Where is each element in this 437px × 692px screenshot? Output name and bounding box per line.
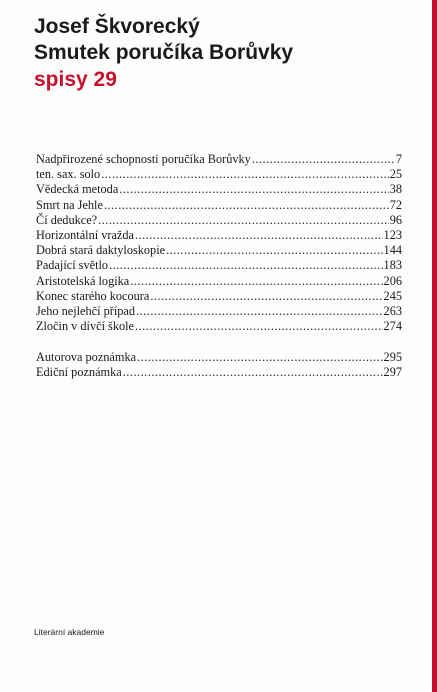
book-header bbox=[34, 14, 293, 93]
toc-dot-leader bbox=[252, 152, 395, 167]
toc-dot-leader bbox=[135, 319, 383, 334]
toc-dot-leader bbox=[104, 198, 389, 213]
toc-appendix bbox=[36, 350, 402, 380]
toc-entry-page: 72 bbox=[389, 197, 402, 212]
toc-entry-title: Aristotelská logika bbox=[36, 273, 130, 288]
toc-chapters bbox=[36, 152, 402, 334]
toc-entry-title: Smrt na Jehle bbox=[36, 197, 103, 212]
toc-entry-title: Jeho nejlehčí případ bbox=[36, 303, 136, 318]
toc-dot-leader bbox=[119, 182, 388, 197]
toc-entry bbox=[36, 213, 402, 228]
toc-entry bbox=[36, 258, 402, 273]
toc-entry-page: 25 bbox=[389, 167, 402, 182]
toc-dot-leader bbox=[137, 350, 382, 365]
toc-entry-page: 245 bbox=[383, 288, 402, 303]
toc-dot-leader bbox=[130, 274, 382, 289]
toc-entry bbox=[36, 365, 402, 380]
toc-entry bbox=[36, 182, 402, 197]
toc-entry-page: 297 bbox=[383, 365, 402, 380]
table-of-contents bbox=[36, 152, 402, 381]
toc-dot-leader bbox=[123, 365, 383, 380]
toc-entry-page: 123 bbox=[383, 227, 402, 242]
toc-entry-page: 295 bbox=[383, 350, 402, 365]
toc-entry bbox=[36, 350, 402, 365]
toc-entry-page: 274 bbox=[383, 319, 402, 334]
toc-entry-title: Horizontální vražda bbox=[36, 227, 134, 242]
toc-entry-title: Konec starého kocoura bbox=[36, 288, 150, 303]
toc-dot-leader bbox=[98, 213, 389, 228]
toc-dot-leader bbox=[166, 243, 382, 258]
toc-entry-page: 263 bbox=[383, 303, 402, 318]
toc-entry-page: 144 bbox=[383, 243, 402, 258]
red-page-edge bbox=[432, 0, 437, 692]
toc-entry-page: 38 bbox=[389, 182, 402, 197]
toc-entry bbox=[36, 228, 402, 243]
toc-dot-leader bbox=[136, 304, 383, 319]
toc-entry-page: 7 bbox=[395, 152, 402, 166]
toc-entry-title: Zločin v dívčí škole bbox=[36, 319, 135, 334]
author-name: Josef Škvorecký bbox=[34, 15, 200, 38]
toc-dot-leader bbox=[135, 228, 383, 243]
series-label: spisy 29 bbox=[34, 68, 117, 91]
toc-dot-leader bbox=[101, 167, 388, 182]
toc-entry bbox=[36, 289, 402, 304]
toc-entry bbox=[36, 152, 402, 167]
book-title: Smutek poručíka Borůvky bbox=[34, 41, 294, 64]
toc-entry bbox=[36, 304, 402, 319]
toc-entry-title: Padající světlo bbox=[36, 258, 109, 273]
toc-entry-title: ten. sax. solo bbox=[36, 167, 101, 182]
toc-entry-title: Čí dedukce? bbox=[36, 212, 98, 227]
toc-entry-title: Autorova poznámka bbox=[36, 350, 137, 365]
toc-entry-page: 206 bbox=[383, 273, 402, 288]
toc-entry bbox=[36, 319, 402, 334]
toc-entry-title: Ediční poznámka bbox=[36, 365, 122, 380]
toc-entry-title: Nadpřirozené schopnosti poručíka Borůvky bbox=[36, 152, 251, 166]
toc-dot-leader bbox=[150, 289, 382, 304]
toc-entry-page: 96 bbox=[389, 212, 402, 227]
toc-entry-title: Dobrá stará daktyloskopie bbox=[36, 243, 166, 258]
toc-entry bbox=[36, 274, 402, 289]
toc-entry-title: Vědecká metoda bbox=[36, 182, 119, 197]
toc-entry bbox=[36, 243, 402, 258]
toc-entry-page: 183 bbox=[383, 258, 402, 273]
toc-entry bbox=[36, 198, 402, 213]
toc-dot-leader bbox=[109, 258, 382, 273]
publisher-name: Literární akademie bbox=[34, 627, 105, 637]
toc-entry bbox=[36, 167, 402, 182]
